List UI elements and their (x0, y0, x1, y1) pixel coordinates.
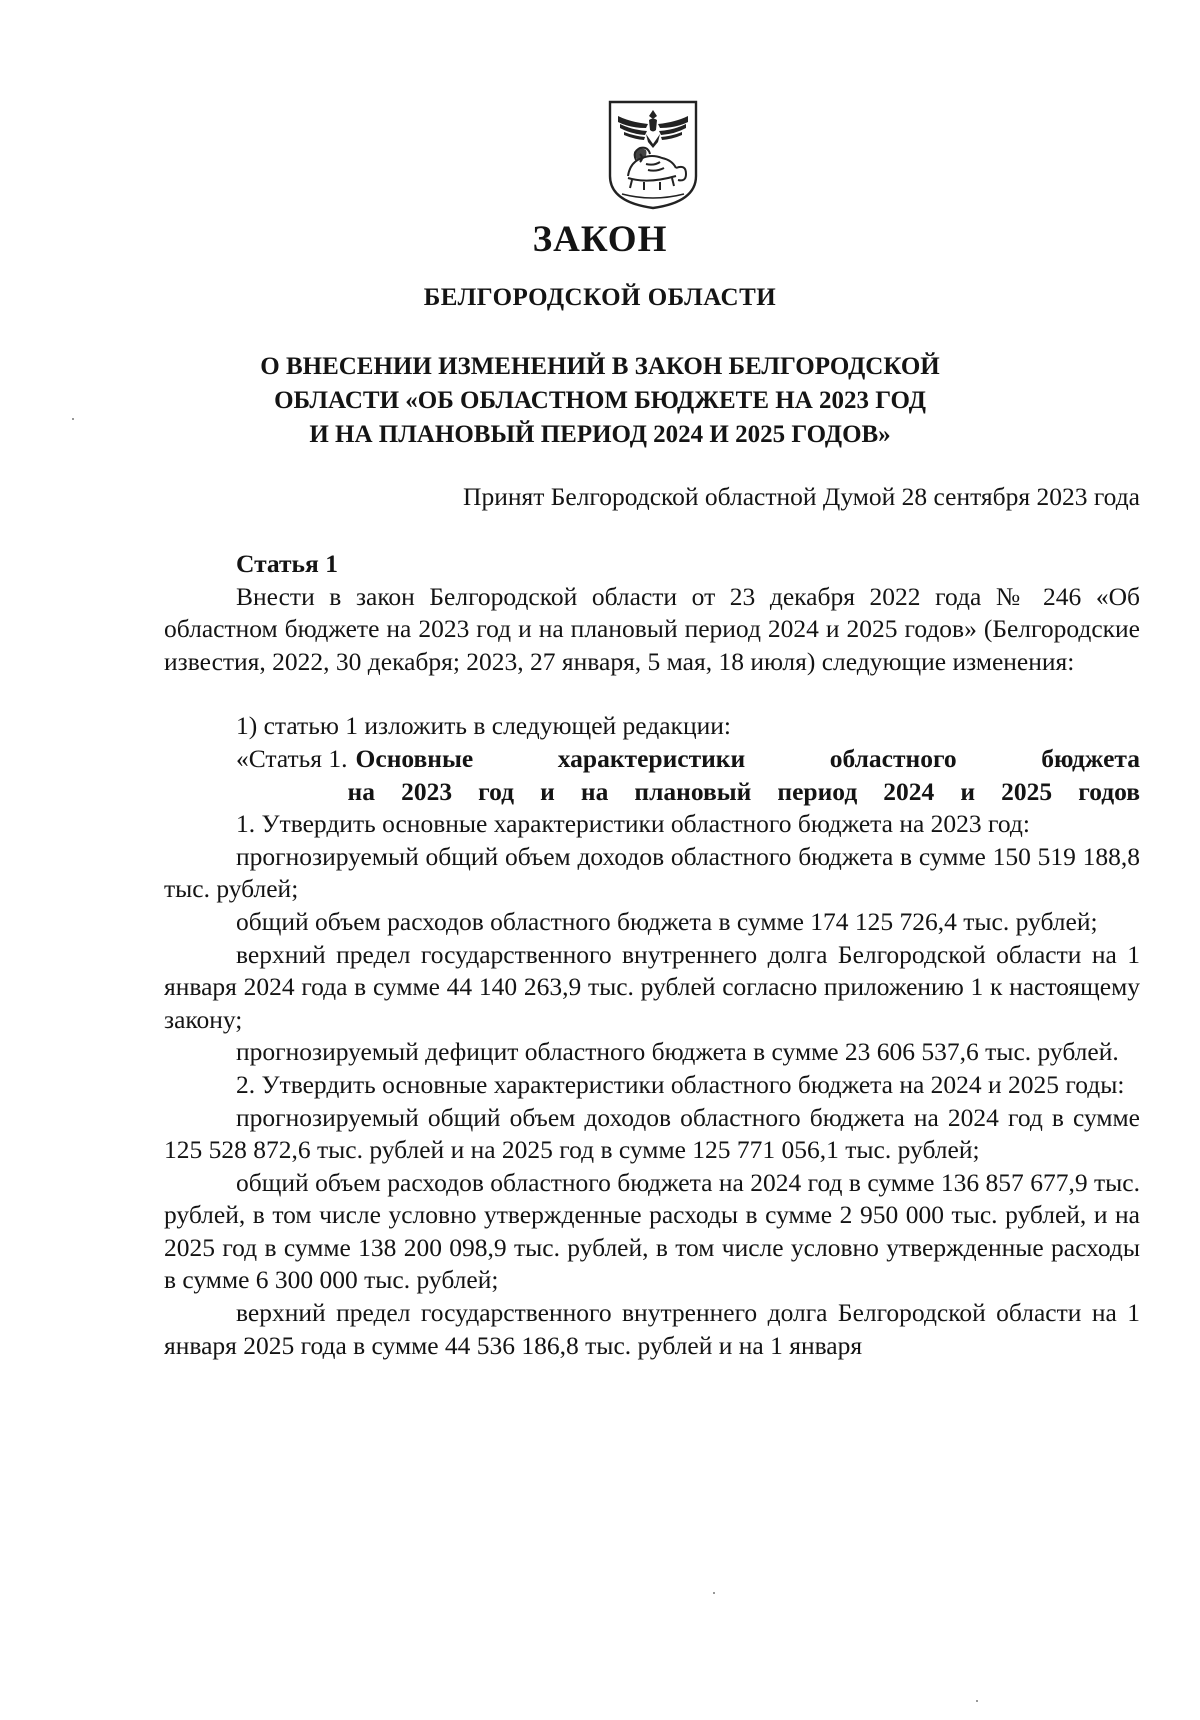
body-paragraph: прогнозируемый общий объем доходов областного бюджета в сумме 150 519 188,8 тыс. рублей; (164, 841, 1140, 904)
article-intro: Внести в закон Белгородской области от 23 декабря 2022 года № 246 «Об областном бюджете на 2023 год и на плановый период 2024 и 2025 годов» (Белгородские известия, 2022, 30 декабря; 2023, 27 января, 5 мая, 18 июля) следующие изменения: (164, 581, 1140, 676)
scan-speck (976, 1700, 978, 1702)
body-paragraph: общий объем расходов областного бюджета на 2024 год в сумме 136 857 677,9 тыс. рублей, в том числе условно утвержденные расходы в сумме 2 950 000 тыс. рублей, и на 2025 год в сумме 138 200 098,9 тыс. рублей, в том числе условно утвержденные расходы в сумме 6 300 000 тыс. рублей; (164, 1167, 1140, 1295)
subject-line: ОБЛАСТИ «ОБ ОБЛАСТНОМ БЮДЖЕТЕ НА 2023 ГОД (274, 387, 926, 414)
body-paragraph: верхний предел государственного внутреннего долга Белгородской области на 1 января 2024 года в сумме 44 140 263,9 тыс. рублей согласно приложению 1 к настоящему закону; (164, 939, 1140, 1034)
document-subject (0, 350, 1200, 452)
body-paragraph: прогнозируемый общий объем доходов областного бюджета на 2024 год в сумме 125 528 872,6 тыс. рублей и на 2025 год в сумме 125 771 056,1 тыс. рублей; (164, 1102, 1140, 1165)
belgorod-coat-of-arms-icon (606, 98, 700, 212)
new-article-title-word: бюджета (1041, 743, 1140, 773)
scan-speck (72, 418, 74, 420)
new-article-title-line: на 2023 год и на плановый период 2024 и 2025 годов (347, 776, 1140, 806)
body-paragraph: 2. Утвердить основные характеристики областного бюджета на 2024 и 2025 годы: (236, 1069, 1125, 1099)
new-article-title-word: Основные (355, 743, 474, 773)
subject-line: И НА ПЛАНОВЫЙ ПЕРИОД 2024 И 2025 ГОДОВ» (309, 421, 891, 448)
body-paragraph: верхний предел государственного внутреннего долга Белгородской области на 1 января 2025 года в сумме 44 536 186,8 тыс. рублей и на 1 января (164, 1298, 1140, 1360)
new-article-title (164, 743, 1140, 808)
scan-speck (713, 1592, 715, 1594)
document-region: БЕЛГОРОДСКОЙ ОБЛАСТИ (423, 284, 777, 311)
subject-line: О ВНЕСЕНИИ ИЗМЕНЕНИЙ В ЗАКОН БЕЛГОРОДСКОЙ (260, 353, 940, 380)
body-paragraph: 1. Утвердить основные характеристики областного бюджета на 2023 год: (236, 809, 1030, 839)
article-heading: Статья 1 (236, 549, 338, 578)
body-paragraph: прогнозируемый дефицит областного бюджета в сумме 23 606 537,6 тыс. рублей. (236, 1037, 1119, 1067)
adoption-note: Принят Белгородской областной Думой 28 сентября 2023 года (463, 482, 1140, 511)
document-body (164, 548, 1140, 1362)
amendment-item: 1) статью 1 изложить в следующей редакции: (236, 711, 731, 741)
body-paragraph: общий объем расходов областного бюджета в сумме 174 125 726,4 тыс. рублей; (236, 906, 1098, 936)
new-article-title-word: областного (829, 743, 957, 773)
document-title: ЗАКОН (532, 219, 668, 260)
new-article-title-word: характеристики (557, 743, 746, 773)
new-article-lead: «Статья 1. (236, 743, 348, 773)
